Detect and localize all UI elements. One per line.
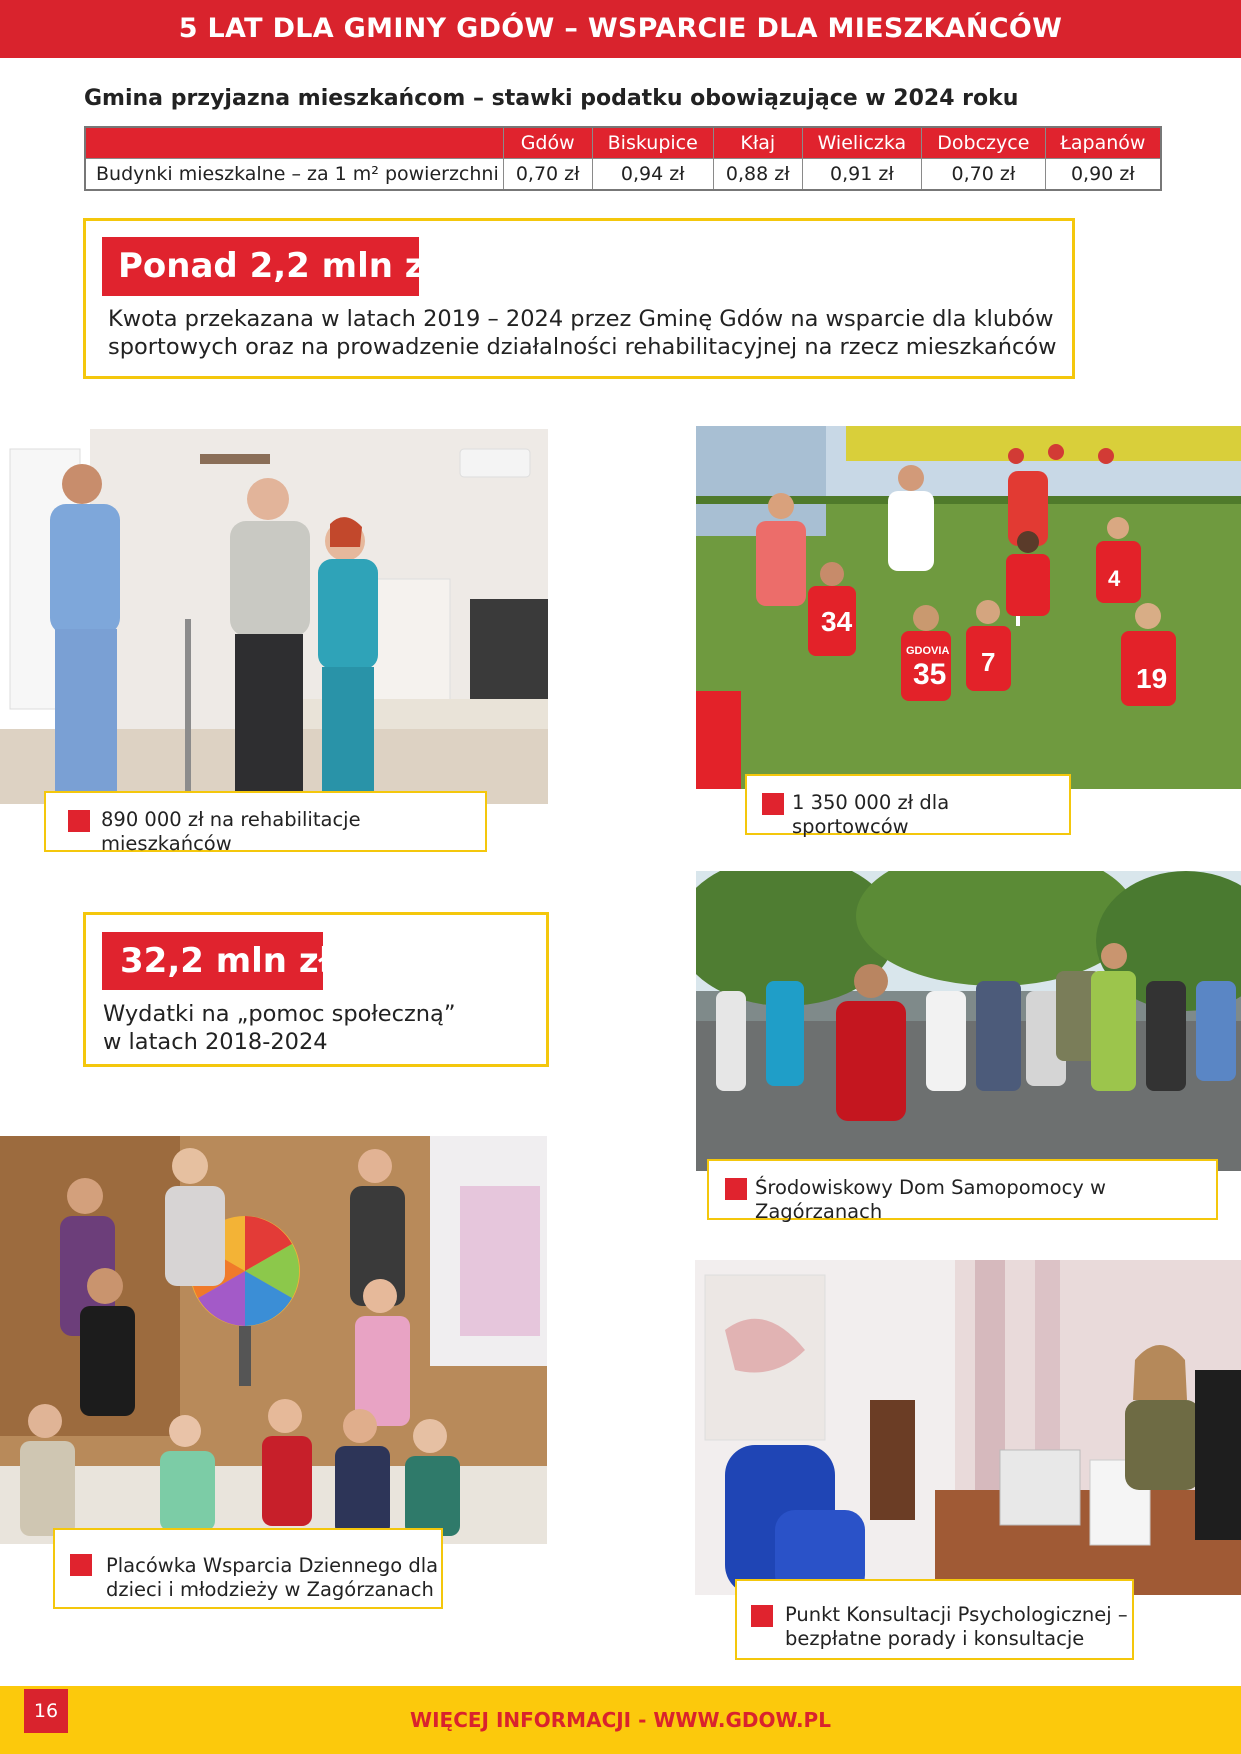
office-illustration (695, 1260, 1241, 1595)
jersey-number-1: 34 (821, 606, 853, 637)
placowka-caption-line2: dzieci i młodzieży w Zagórzanach (106, 1578, 434, 1601)
caption-bullet-square (68, 810, 90, 832)
jersey-number-4: 19 (1136, 663, 1168, 694)
table-cell: 0,88 zł (713, 159, 802, 191)
placowka-caption-line1: Placówka Wsparcia Dziennego dla (106, 1554, 439, 1577)
table-cell: 0,70 zł (503, 159, 592, 191)
punkt-caption-line1: Punkt Konsultacji Psychologicznej – (785, 1603, 1128, 1626)
caption-bullet-square (751, 1605, 773, 1627)
sport-funding-desc-line1: Kwota przekazana w latach 2019 – 2024 przez Gminę Gdów na wsparcie dla klubów (108, 306, 1054, 332)
table-header-cell: Łapanów (1045, 127, 1161, 159)
srodowiskowy-photo (696, 871, 1241, 1171)
punkt-caption-box (735, 1579, 1134, 1660)
tax-section-heading: Gmina przyjazna mieszkańcom – stawki podatku obowiązujące w 2024 roku (84, 86, 1019, 111)
page-title: 5 LAT DLA GMINY GDÓW – WSPARCIE DLA MIESZKAŃCÓW (178, 13, 1063, 44)
table-row-label: Budynki mieszkalne – za 1 m² powierzchni (85, 159, 503, 191)
sport-caption-box (745, 774, 1071, 838)
table-cell: 0,90 zł (1045, 159, 1161, 191)
social-spending-desc-line2: w latach 2018-2024 (103, 1029, 328, 1055)
rehab-caption-box (44, 791, 487, 855)
table-header-row (85, 127, 1161, 159)
page-header (0, 0, 1241, 58)
rehab-caption: 890 000 zł na rehabilitacje mieszkańców (101, 808, 361, 855)
outdoor-dance-illustration (696, 871, 1241, 1171)
group-illustration (0, 1136, 547, 1544)
table-cell: 0,70 zł (922, 159, 1046, 191)
table-header-cell: Wieliczka (802, 127, 921, 159)
table-header-cell: Biskupice (592, 127, 713, 159)
table-header-cell: Dobczyce (922, 127, 1046, 159)
srodowiskowy-caption: Środowiskowy Dom Samopomocy w Zagórzanach (755, 1176, 1106, 1223)
table-header-empty (85, 127, 503, 159)
jersey-number-2: 35 (913, 658, 947, 691)
srodowiskowy-caption-box (707, 1159, 1218, 1223)
sport-illustration (696, 426, 1241, 789)
jersey-number-3: 7 (981, 647, 996, 677)
table-header-cell: Kłaj (713, 127, 802, 159)
table-cell: 0,94 zł (592, 159, 713, 191)
placowka-photo (0, 1136, 547, 1544)
sport-photo (696, 426, 1241, 789)
jersey-club-name: GDOVIA (906, 645, 950, 657)
rehabilitation-illustration (0, 429, 548, 804)
caption-bullet-square (70, 1554, 92, 1576)
page-number: 16 (24, 1689, 68, 1733)
jersey-number-5: 4 (1108, 566, 1121, 591)
table-header-cell: Gdów (503, 127, 592, 159)
footer-website-link[interactable]: WIĘCEJ INFORMACJI - WWW.GDOW.PL (410, 1708, 831, 1732)
sport-funding-amount: Ponad 2,2 mln zł (102, 237, 419, 296)
caption-bullet-square (762, 793, 784, 815)
placowka-caption-box (53, 1528, 443, 1609)
punkt-photo (695, 1260, 1241, 1595)
rehabilitation-photo (0, 429, 548, 804)
sport-caption: 1 350 000 zł dla sportowców (792, 791, 950, 838)
sport-funding-desc-line2: sportowych oraz na prowadzenie działalności rehabilitacyjnej na rzecz mieszkańców (108, 334, 1057, 360)
caption-bullet-square (725, 1178, 747, 1200)
tax-rates-table (84, 126, 1162, 191)
social-spending-amount: 32,2 mln zł (102, 932, 323, 990)
table-row (85, 159, 1161, 191)
table-cell: 0,91 zł (802, 159, 921, 191)
punkt-caption-line2: bezpłatne porady i konsultacje (785, 1627, 1085, 1650)
social-spending-desc-line1: Wydatki na „pomoc społeczną” (103, 1001, 456, 1027)
